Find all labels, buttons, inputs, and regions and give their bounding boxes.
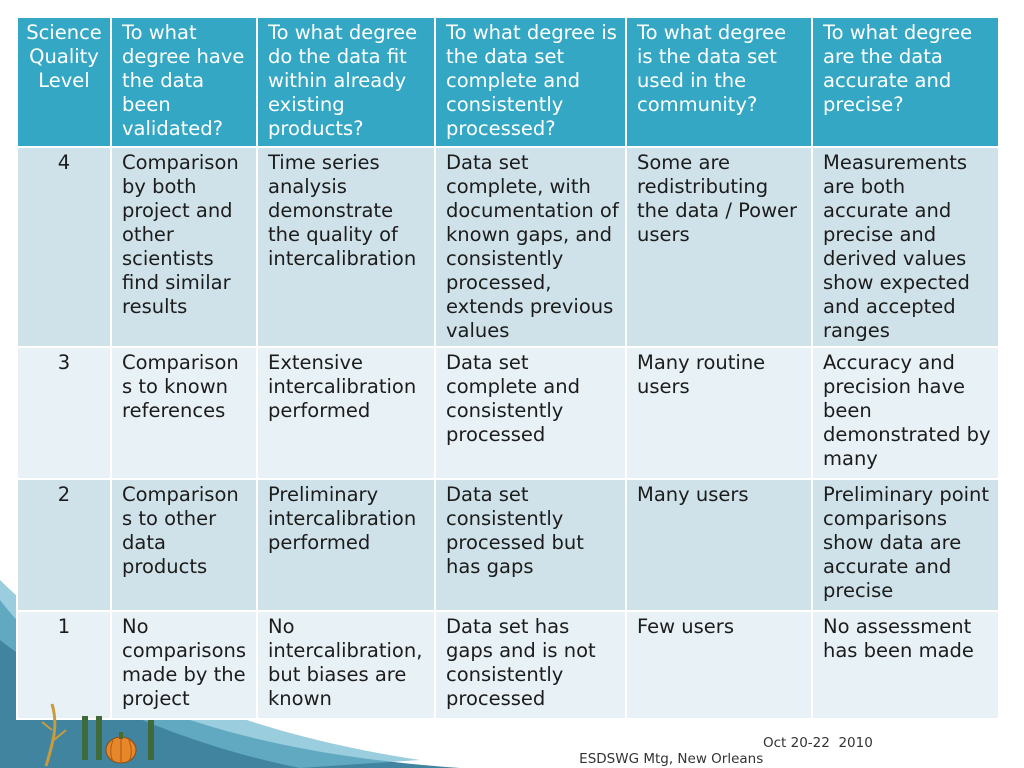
table-cell: No intercalibration, but biases are known (257, 611, 435, 719)
table-cell: No comparisons made by the project (111, 611, 257, 719)
header-community-use: To what degree is the data set used in the community? (626, 17, 812, 147)
fence-post-icon (82, 716, 102, 760)
table-cell: Comparison by both project and other scientists find similar results (111, 147, 257, 347)
table-cell: Data set complete, with documentation of known gaps, and consistently processed, extends previous values (435, 147, 626, 347)
table-row (17, 147, 999, 347)
footer-date: Oct 20-22 2010 (763, 735, 873, 751)
header-validated: To what degree have the data been validated? (111, 17, 257, 147)
science-quality-table (16, 16, 1000, 720)
table-cell: Extensive intercalibration performed (257, 347, 435, 479)
table-cell: No assessment has been made (812, 611, 999, 719)
header-accurate-precise: To what degree are the data accurate and precise? (812, 17, 999, 147)
table-row (17, 479, 999, 611)
pumpkin-icon (106, 732, 136, 763)
table-cell: Data set complete and consistently processed (435, 347, 626, 479)
table-cell: Some are redistributing the data / Power users (626, 147, 812, 347)
table-header-row (17, 17, 999, 147)
table-cell: Data set consistently processed but has gaps (435, 479, 626, 611)
level-cell: 3 (17, 347, 111, 479)
header-quality-level: Science Quality Level (17, 17, 111, 147)
table-cell: Few users (626, 611, 812, 719)
header-complete: To what degree is the data set complete and consistently processed? (435, 17, 626, 147)
table-cell: Preliminary intercalibration performed (257, 479, 435, 611)
cornstalk-icon (42, 704, 66, 766)
slide-footer (562, 735, 873, 768)
table-cell: Preliminary point comparisons show data are accurate and precise (812, 479, 999, 611)
table-cell: Accuracy and precision have been demonstrated by many (812, 347, 999, 479)
header-fit-existing: To what degree do the data fit within already existing products? (257, 17, 435, 147)
table-cell: Comparison s to other data products (111, 479, 257, 611)
table-cell: Many routine users (626, 347, 812, 479)
level-cell: 2 (17, 479, 111, 611)
table-cell: Measurements are both accurate and precise and derived values show expected and accepted ranges (812, 147, 999, 347)
level-cell: 4 (17, 147, 111, 347)
pumpkin-clipart (40, 700, 190, 768)
table-row (17, 347, 999, 479)
footer-meeting: ESDSWG Mtg, New Orleans (579, 751, 764, 767)
table-cell: Many users (626, 479, 812, 611)
fence-post-icon (148, 720, 154, 760)
table-cell: Data set has gaps and is not consistently processed (435, 611, 626, 719)
level-cell: 1 (17, 611, 111, 719)
table-cell: Time series analysis demonstrate the quality of intercalibration (257, 147, 435, 347)
table-cell: Comparison s to known references (111, 347, 257, 479)
